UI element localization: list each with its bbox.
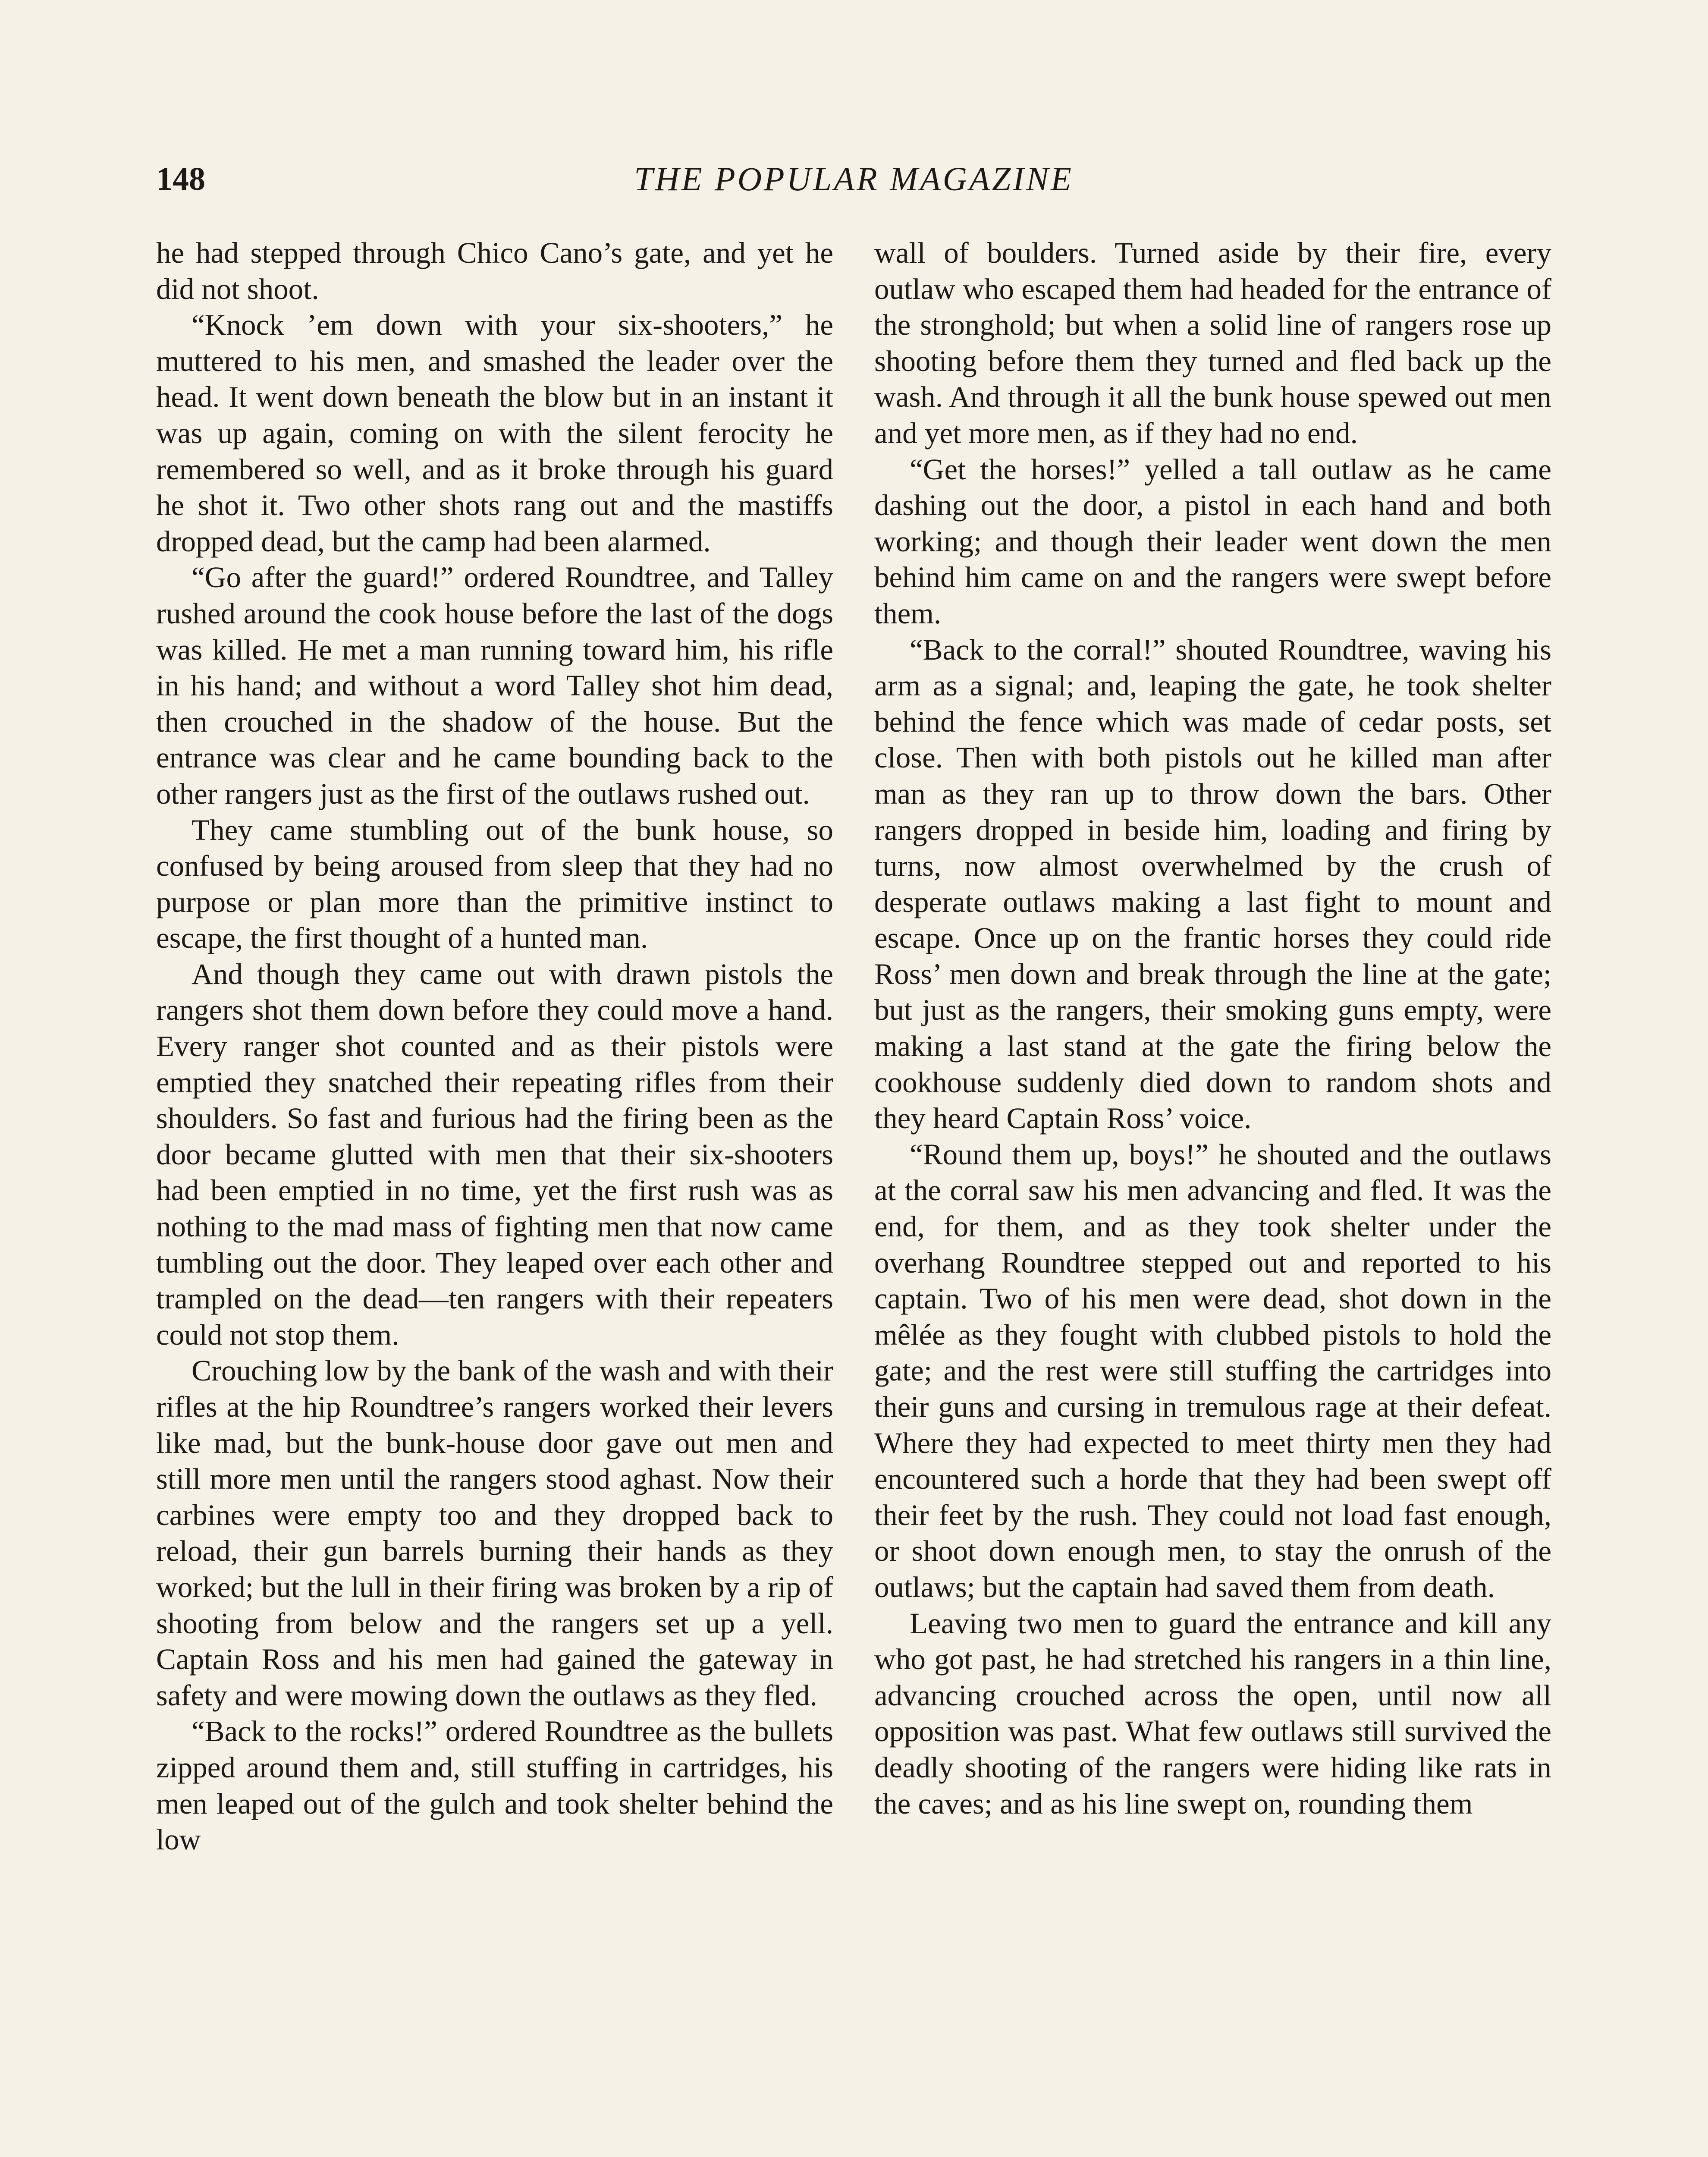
right-text-column <box>874 235 1551 2157</box>
paragraph: “Knock ’em down with your six-shooters,” he muttered to his men, and smashed the leader over the head. It went down beneath the blow but in an instant it was up again, coming on with the silent ferocity he remembered so well, and as it broke through his guard he shot it. Two other shots rang out and the mastiffs dropped dead, but the camp had been alarmed. <box>156 308 833 558</box>
paragraph: They came stumbling out of the bunk house, so confused by being aroused from sleep that they had no purpose or plan more than the primitive instinct to escape, the first thought of a hunted man. <box>156 813 833 955</box>
paragraph: he had stepped through Chico Cano’s gate, and yet he did not shoot. <box>156 236 833 305</box>
paragraph: “Back to the rocks!” ordered Roundtree as the bullets zipped around them and, still stuffing in cartridges, his men leaped out of the gulch and took shelter behind the low <box>156 1715 833 1856</box>
left-text-column <box>156 235 833 2157</box>
paragraph: Crouching low by the bank of the wash and with their rifles at the hip Roundtree’s rangers worked their levers like mad, but the bunk-house door gave out men and still more men until the rangers stood aghast. Now their carbines were empty too and they dropped back to reload, their gun barrels burning their hands as they worked; but the lull in their firing was broken by a rip of shooting from below and the rangers set up a yell. Captain Ross and his men had gained the gateway in safety and were mowing down the outlaws as they fled. <box>156 1354 833 1712</box>
paragraph: “Go after the guard!” ordered Roundtree, and Talley rushed around the cook house before the last of the dogs was killed. He met a man running toward him, his rifle in his hand; and without a word Talley shot him dead, then crouched in the shadow of the house. But the entrance was clear and he came bounding back to the other rangers just as the first of the outlaws rushed out. <box>156 561 833 810</box>
paragraph: “Back to the corral!” shouted Roundtree, waving his arm as a signal; and, leaping the gate, he took shelter behind the fence which was made of cedar posts, set close. Then with both pistols out he killed man after man as they ran up to throw down the bars. Other rangers dropped in beside him, loading and firing by turns, now almost overwhelmed by the crush of desperate outlaws making a last fight to mount and escape. Once up on the frantic horses they could ride Ross’ men down and break through the line at the gate; but just as the rangers, their smoking guns empty, were making a last stand at the gate the firing below the cookhouse suddenly died down to random shots and they heard Captain Ross’ voice. <box>874 633 1551 1135</box>
paragraph: “Get the horses!” yelled a tall outlaw as he came dashing out the door, a pistol in each hand and both working; and though their leader went down the men behind him came on and the rangers were swept before them. <box>874 453 1551 630</box>
paragraph: “Round them up, boys!” he shouted and the outlaws at the corral saw his men advancing and fled. It was the end, for them, and as they took shelter under the overhang Roundtree stepped out and reported to his captain. Two of his men were dead, shot down in the mêlée as they fought with clubbed pistols to hold the gate; and the rest were still stuffing the cartridges into their guns and cursing in tremulous rage at their defeat. Where they had expected to meet thirty men they had encountered such a horde that they had been swept off their feet by the rush. They could not load fast enough, or shoot down enough men, to stay the onrush of the outlaws; but the captain had saved them from death. <box>874 1138 1551 1604</box>
page-header <box>156 157 1551 205</box>
running-head-title: THE POPULAR MAGAZINE <box>634 160 1074 198</box>
paragraph: Leaving two men to guard the entrance and kill any who got past, he had stretched his rangers in a thin line, advancing crouched across the open, until now all opposition was past. What few outlaws still survived the deadly shooting of the rangers were hiding like rats in the caves; and as his line swept on, rounding them <box>874 1607 1551 1820</box>
page-number: 148 <box>156 161 205 197</box>
paragraph: And though they came out with drawn pistols the rangers shot them down before they could move a hand. Every ranger shot counted and as their pistols were emptied they snatched their repeating rifles from their shoulders. So fast and furious had the firing been as the door became glutted with men that their six-shooters had been emptied in no time, yet the first rush was as nothing to the mad mass of fighting men that now came tumbling out the door. They leaped over each other and trampled on the dead—ten rangers with their repeaters could not stop them. <box>156 957 833 1351</box>
paragraph: wall of boulders. Turned aside by their fire, every outlaw who escaped them had headed for the entrance of the stronghold; but when a solid line of rangers rose up shooting before them they turned and fled back up the wash. And through it all the bunk house spewed out men and yet more men, as if they had no end. <box>874 236 1551 450</box>
